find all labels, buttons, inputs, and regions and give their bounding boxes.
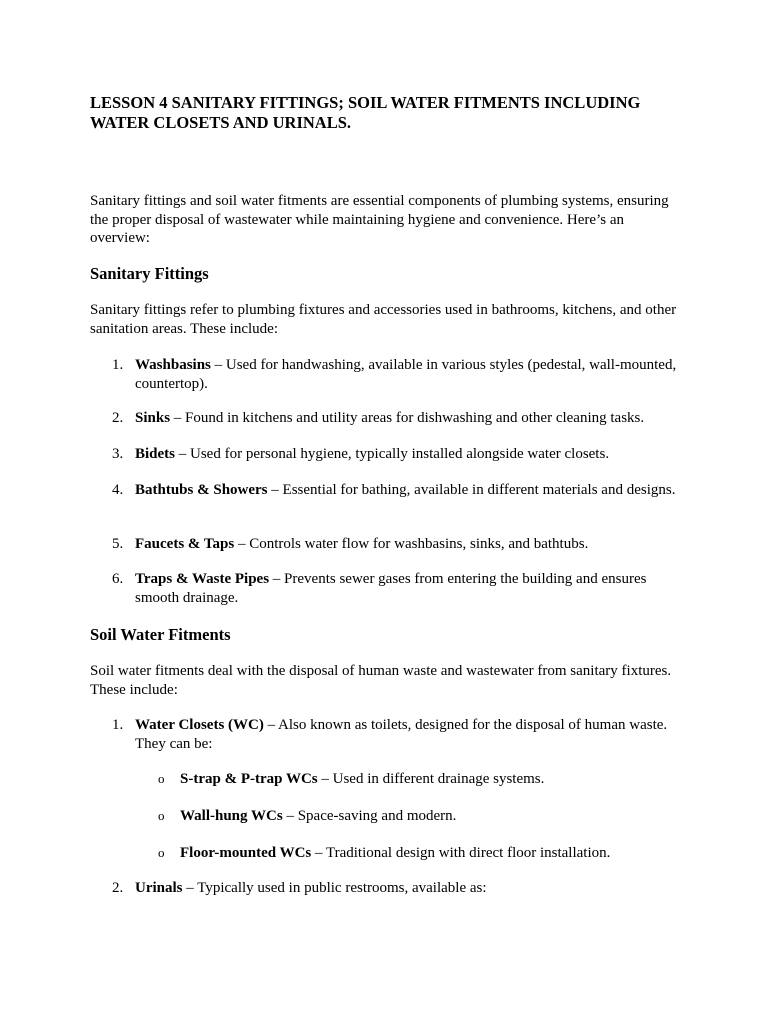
list-item-term: Bidets <box>135 446 176 462</box>
list-item-body <box>135 481 680 500</box>
list-number: 5. <box>112 536 124 552</box>
sub-list-item-term: Floor-mounted WCs <box>180 845 312 861</box>
list-item-desc: – Found in kitchens and utility areas for dishwashing and other cleaning tasks. <box>170 410 645 426</box>
list-item-desc: – Typically used in public restrooms, available as: <box>182 880 487 896</box>
list-item-term: Traps & Waste Pipes <box>135 571 270 587</box>
list-number: 1. <box>112 717 124 733</box>
list-item-term: Sinks <box>135 410 171 426</box>
list-item-body <box>135 570 680 607</box>
list-item-desc: – Used for handwashing, available in various styles (pedestal, wall-mounted, countertop). <box>135 357 677 392</box>
sub-list-item-desc: – Used in different drainage systems. <box>317 771 545 787</box>
list-item-desc: – Essential for bathing, available in different materials and designs. <box>267 482 676 498</box>
sub-list-item-term: S-trap & P-trap WCs <box>180 771 318 787</box>
list-number: 3. <box>112 446 124 462</box>
list-item-term: Water Closets (WC) <box>135 717 264 733</box>
soil-intro-paragraph: Soil water fitments deal with the disposal of human waste and wastewater from sanitary fixtures. These include: <box>90 663 672 698</box>
section-heading-soil-water-fitments: Soil Water Fitments <box>90 625 231 644</box>
list-item-body <box>135 716 680 753</box>
bullet-marker: o <box>158 808 165 823</box>
sanitary-intro-paragraph: Sanitary fittings refer to plumbing fixtures and accessories used in bathrooms, kitchens, and other sanitation areas. These include: <box>90 302 677 337</box>
list-number: 2. <box>112 880 124 896</box>
bullet-marker: o <box>158 845 165 860</box>
document-page <box>90 93 680 896</box>
list-item-desc: – Controls water flow for washbasins, sinks, and bathtubs. <box>234 536 589 552</box>
list-number: 2. <box>112 410 124 426</box>
list-item-body <box>135 535 680 554</box>
list-item-desc: – Also known as toilets, designed for the disposal of human waste. They can be: <box>135 717 668 752</box>
section-heading-sanitary-fittings: Sanitary Fittings <box>90 264 209 283</box>
sub-list-item-body <box>180 844 680 863</box>
list-item-term: Urinals <box>135 880 183 896</box>
list-item-body <box>135 445 680 464</box>
list-item-body <box>135 356 680 393</box>
sub-list-item-desc: – Traditional design with direct floor installation. <box>311 845 611 861</box>
list-item-desc: – Prevents sewer gases from entering the building and ensures smooth drainage. <box>135 571 647 606</box>
lesson-title: LESSON 4 SANITARY FITTINGS; SOIL WATER FITMENTS INCLUDING WATER CLOSETS AND URINALS. <box>90 93 641 132</box>
list-item-body <box>135 409 680 428</box>
list-number: 1. <box>112 357 124 373</box>
list-item-desc: – Used for personal hygiene, typically installed alongside water closets. <box>175 446 610 462</box>
list-number: 6. <box>112 571 124 587</box>
list-item-body <box>135 879 680 898</box>
sub-list-item-desc: – Space-saving and modern. <box>282 808 457 824</box>
list-item-term: Washbasins <box>135 357 211 373</box>
bullet-marker: o <box>158 771 165 786</box>
sub-list-item-body <box>180 770 680 789</box>
list-item-term: Faucets & Taps <box>135 536 235 552</box>
sub-list-item-body <box>180 807 680 826</box>
sub-list-item-term: Wall-hung WCs <box>180 808 283 824</box>
intro-paragraph: Sanitary fittings and soil water fitments are essential components of plumbing systems, ensuring the proper disposal of wastewater while maintaining hygiene and convenience. Here’s an overview: <box>90 193 669 246</box>
list-number: 4. <box>112 482 124 498</box>
list-item-term: Bathtubs & Showers <box>135 482 268 498</box>
